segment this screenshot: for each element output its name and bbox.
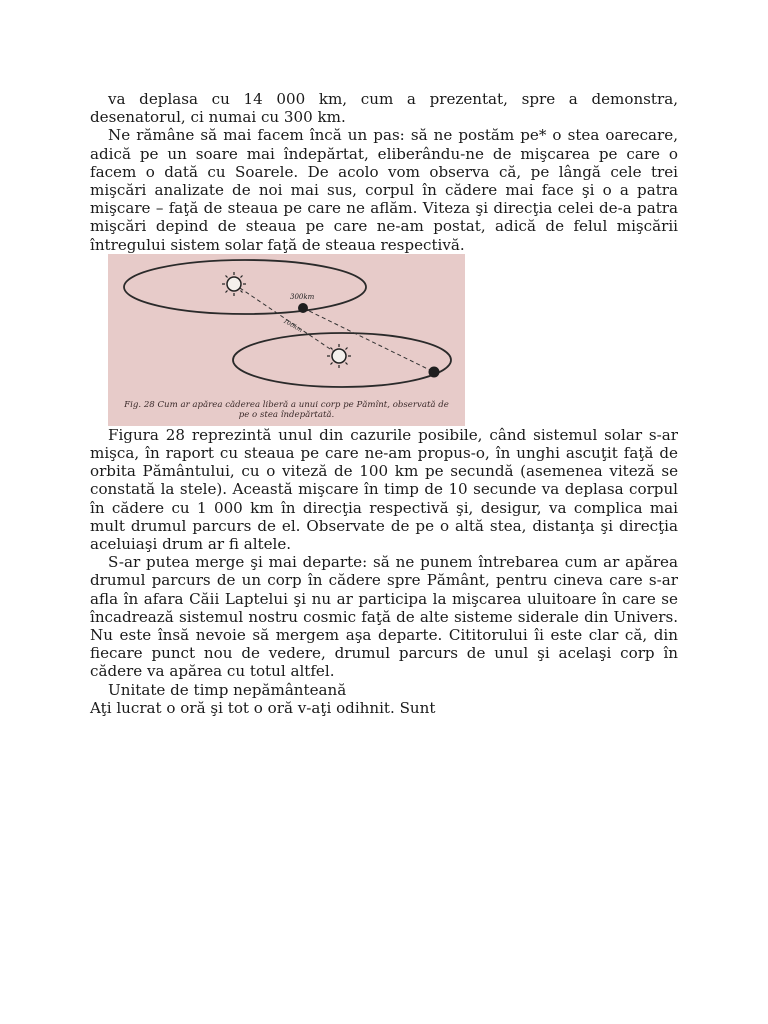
paragraph-4: S-ar putea merge şi mai departe: să ne punem întrebarea cum ar apărea drumul parcurs de un corp în cădere spre Pământ, pentru cineva care s-ar afla în afara Căii Laptelui şi nu ar participa la mişcarea uluitoare în care se încadrează sistemul nostru cosmic faţă de alte sisteme siderale din Univers. Nu este însă nevoie să mergem aşa departe. Cititorului îi este clar că, din fiecare punct nou de vedere, drumul parcurs de unul şi acelaşi corp în cădere va apărea cu totul altfel. (90, 553, 678, 681)
upper-orbit (124, 260, 366, 314)
caption-line-2: pe o stea îndepărtată. (238, 409, 335, 420)
earth-upper-icon (298, 303, 308, 313)
paragraph-3: Figura 28 reprezintă unul din cazurile posibile, când sistemul solar s-ar mişca, în raport cu steaua pe care ne-am propus-o, în unghi ascuţit faţă de orbita Pământului, cu o viteză de 100 km pe secundă (asemenea viteză se constată la stele). Această mişcare în timp de 10 secunde va deplasa corpul în cădere cu 1 000 km în direcţia respectivă şi, desigur, va complica mai mult drumul parcurs de el. Observate de pe o altă stea, distanţa şi direcţia aceluiaşi drum ar fi altele. (90, 425, 678, 554)
figure-caption (108, 400, 465, 420)
section-heading: Unitate de timp nepământeană (108, 680, 347, 699)
paragraph-5: Aţi lucrat o oră şi tot o oră v-aţi odihnit. Sunt (90, 698, 436, 717)
upper-sun-icon (222, 272, 246, 296)
paragraph-1: va deplasa cu 14 000 km, cum a prezentat, spre a demonstra, desenatorul, ci numai cu 300 km. (90, 90, 678, 127)
label-300km: 300km (290, 292, 315, 301)
earth-lower-icon (429, 366, 440, 377)
paragraph-2: Ne rămâne să mai facem încă un pas: să ne postăm pe* o stea oarecare, adică pe un soare mai îndepărtat, eliberându-ne de mişcarea pe care o facem o dată cu Soarele. De acolo vom observa că, pe lângă cele trei mişcări analizate de noi mai sus, corpul în cădere mai face şi o a patra mişcare – faţă de steaua pe care ne aflăm. Viteza şi direcţia celei de-a patra mişcări depind de steaua pe care ne-am postat, adică de felul mişcării întregului sistem solar faţă de steaua respectivă. (90, 126, 678, 254)
caption-line-1: Fig. 28 Cum ar apărea căderea liberă a unui corp pe Pămînt, observată de (124, 399, 449, 410)
lower-sun-icon (327, 344, 351, 368)
label-100km: 100km (282, 317, 304, 334)
figure-28 (108, 254, 465, 426)
document-page (90, 90, 678, 717)
